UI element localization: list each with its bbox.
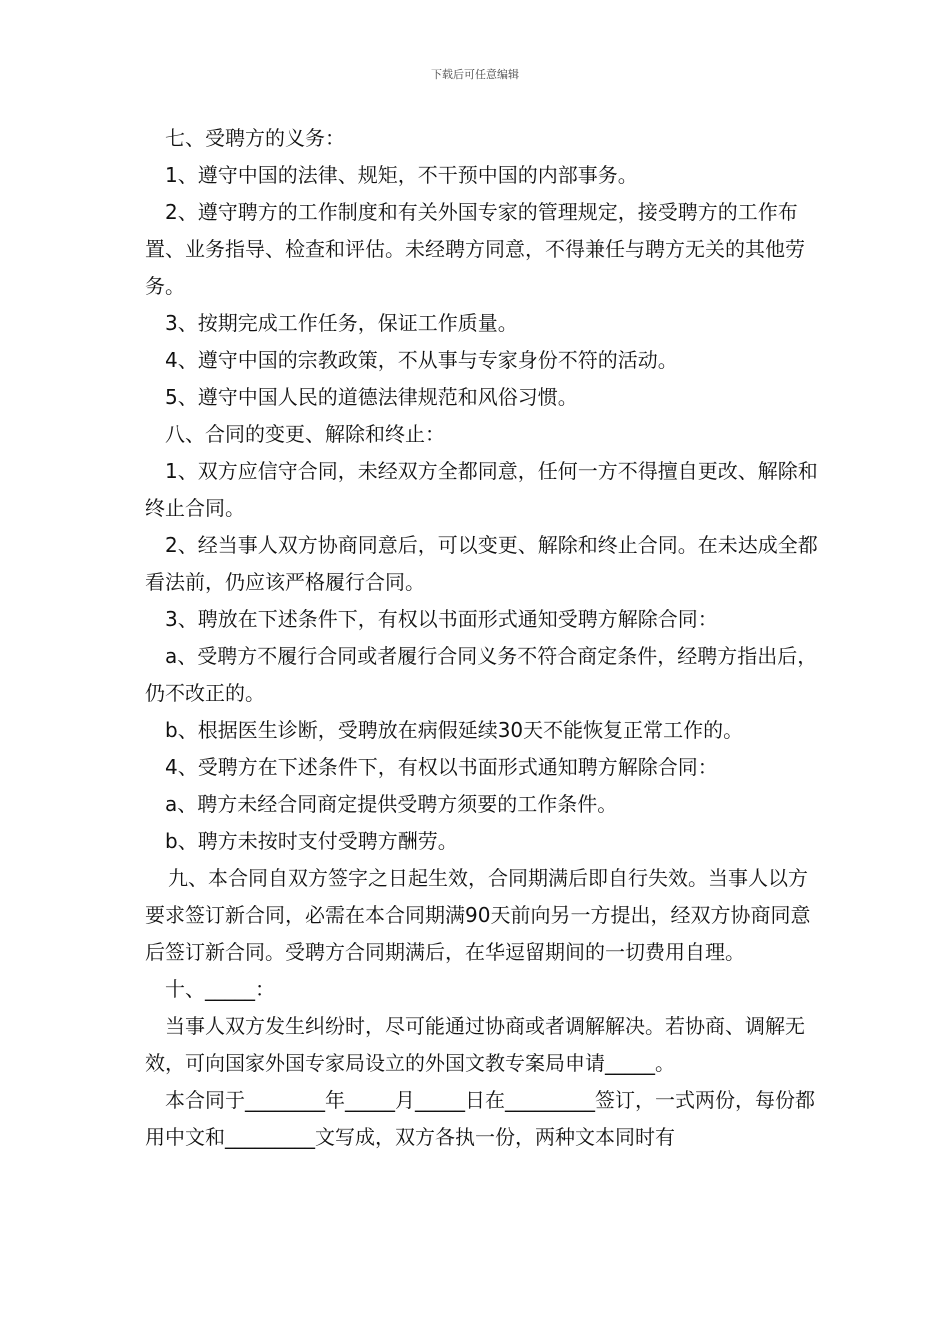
clause-7-2: 2、遵守聘方的工作制度和有关外国专家的管理规定，接受聘方的工作布置、业务指导、检查和评估。未经聘方同意，不得兼任与聘方无关的其他劳务。 (145, 200, 805, 298)
clause-7-3: 3、按期完成工作任务，保证工作质量。 (165, 311, 518, 335)
clause-7-5: 5、遵守中国人民的道德法律规范和风俗习惯。 (165, 385, 578, 409)
section-heading-7: 七、受聘方的义务： (165, 126, 345, 150)
clause-8-4-b: b、聘方未按时支付受聘方酬劳。 (165, 829, 458, 853)
clause-7-4: 4、遵守中国的宗教政策，不从事与专家身份不符的活动。 (165, 348, 678, 372)
clause-8-3: 3、聘放在下述条件下，有权以书面形式通知受聘方解除合同： (165, 607, 718, 631)
page-header-note: 下载后可任意编辑 (431, 68, 519, 81)
clause-8-3-b: b、根据医生诊断，受聘放在病假延续30天不能恢复正常工作的。 (165, 718, 744, 742)
section-heading-8: 八、合同的变更、解除和终止： (165, 422, 445, 446)
clause-8-1: 1、双方应信守合同，未经双方全都同意，任何一方不得擅自更改、解除和终止合同。 (145, 459, 818, 520)
clause-7-1: 1、遵守中国的法律、规矩，不干预中国的内部事务。 (165, 163, 638, 187)
section-heading-10: 十、_____： (165, 977, 275, 1001)
clause-10-dispute: 当事人双方发生纠纷时，尽可能通过协商或者调解解决。若协商、调解无效，可向国家外国专家局设立的外国文教专案局申请_____。 (145, 1014, 805, 1075)
clause-8-4: 4、受聘方在下述条件下，有权以书面形式通知聘方解除合同： (165, 755, 718, 779)
clause-8-3-a: a、受聘方不履行合同或者履行合同义务不符合商定条件，经聘方指出后，仍不改正的。 (145, 644, 818, 705)
clause-8-4-a: a、聘方未经合同商定提供受聘方须要的工作条件。 (165, 792, 618, 816)
clause-8-2: 2、经当事人双方协商同意后，可以变更、解除和终止合同。在未达成全都看法前，仍应该严格履行合同。 (145, 533, 818, 594)
section-9: 九、本合同自双方签字之日起生效，合同期满后即自行失效。当事人以方要求签订新合同，必需在本合同期满90天前向另一方提出，经双方协商同意后签订新合同。受聘方合同期满后，在华逗留期间的一切费用自理。 (145, 866, 811, 964)
clause-10-signing: 本合同于________年_____月_____日在_________签订，一式两份，每份都用中文和_________文写成，双方各执一份，两种文本同时有 (145, 1088, 815, 1149)
document-body (145, 120, 825, 1156)
